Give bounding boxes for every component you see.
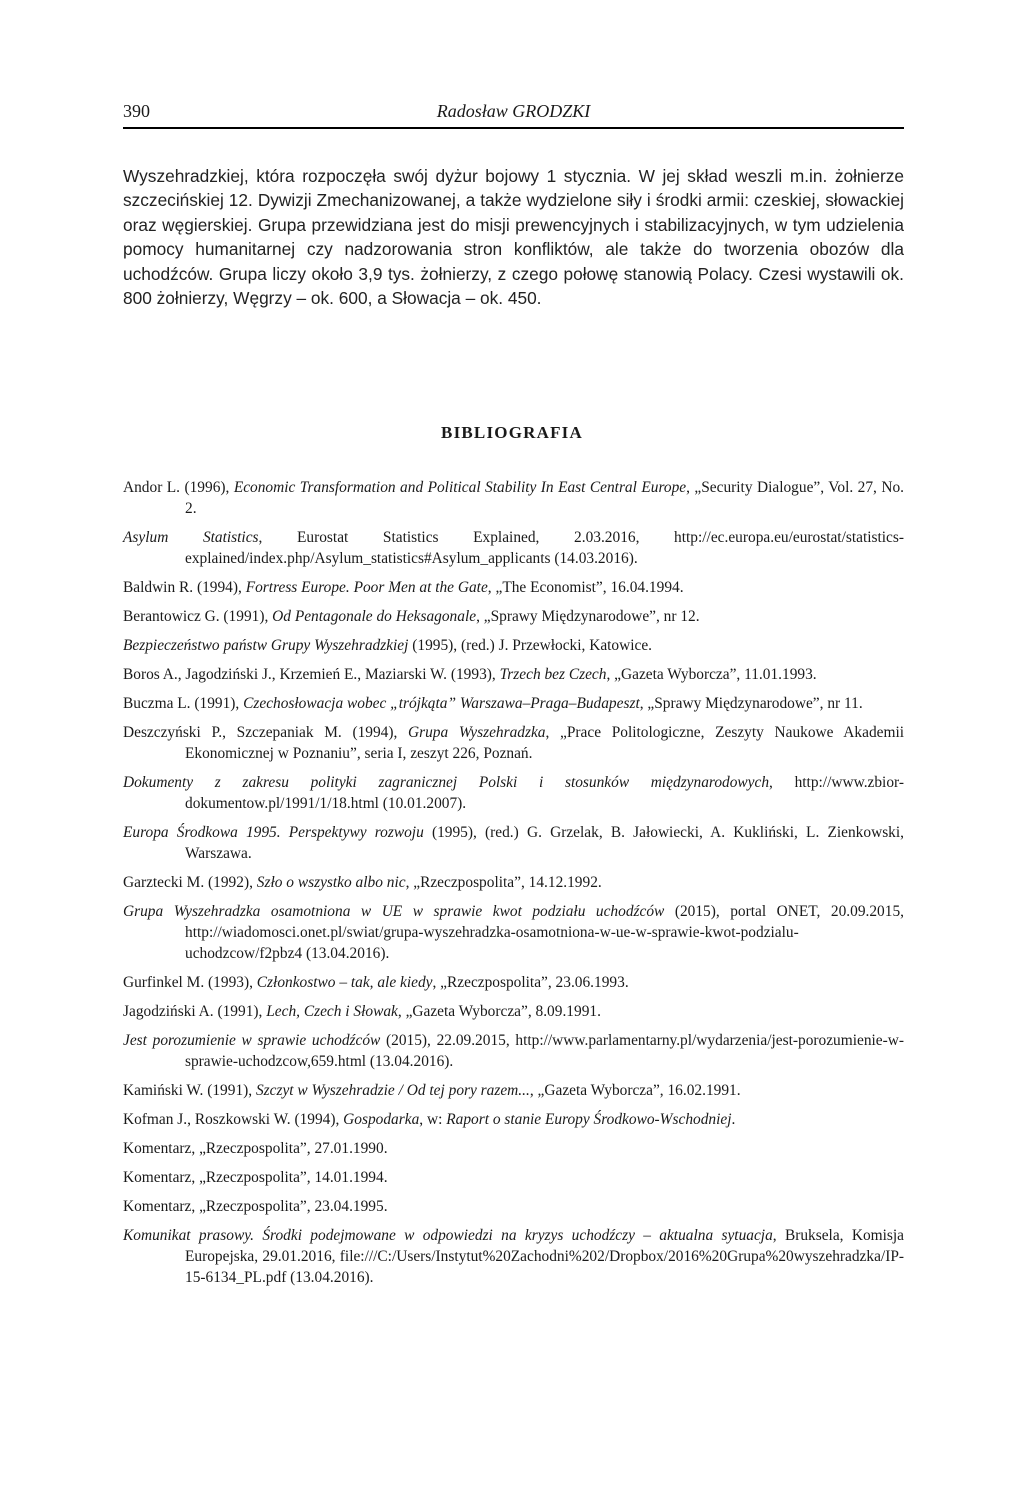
bibliography-entry: Berantowicz G. (1991), Od Pentagonale do Heksagonale, „Sprawy Międzynarodowe”, nr 12. [123, 608, 700, 625]
bibliography-entry: Gurfinkel M. (1993), Członkostwo – tak, ale kiedy, „Rzeczpospolita”, 23.06.1993. [123, 974, 629, 991]
bibliography-entry: Kofman J., Roszkowski W. (1994), Gospodarka, w: Raport o stanie Europy Środkowo-Wschodniej. [123, 1111, 736, 1128]
bibliography-entry: Asylum Statistics, Eurostat Statistics Explained, 2.03.2016, http://ec.europa.eu/eurostat/statistics-explained/index.php/Asylum_statistics#Asylum_applicants (14.03.2016). [123, 529, 904, 567]
bibliography-entry: Buczma L. (1991), Czechosłowacja wobec „trójkąta” Warszawa–Praga–Budapeszt, „Sprawy Międzynarodowe”, nr 11. [123, 695, 863, 712]
bibliography-entry: Grupa Wyszehradzka osamotniona w UE w sprawie kwot podziału uchodźców (2015), portal ONET, 20.09.2015, http://wiadomosci.onet.pl/swiat/grupa-wyszehradzka-osamotniona-w-ue-w-sprawie-kwot-podzialu-uchodzcow/f2pbz4 (13.04.2016). [123, 903, 904, 962]
bibliography-entry: Dokumenty z zakresu polityki zagranicznej Polski i stosunków międzynarodowych, http://www.zbior-dokumentow.pl/1991/1/18.html (10.01.2007). [123, 774, 904, 812]
page-header [123, 101, 904, 129]
bibliography-entry: Bezpieczeństwo państw Grupy Wyszehradzkiej (1995), (red.) J. Przewłocki, Katowice. [123, 637, 653, 654]
bibliography-entry: Komentarz, „Rzeczpospolita”, 27.01.1990. [123, 1140, 388, 1157]
page-number: 390 [123, 101, 150, 121]
bibliography-entry: Komentarz, „Rzeczpospolita”, 23.04.1995. [123, 1198, 388, 1215]
bibliography-entry: Komunikat prasowy. Środki podejmowane w odpowiedzi na kryzys uchodźczy – aktualna sytuacja, Bruksela, Komisja Europejska, 29.01.2016, file:///C:/Users/Instytut%20Zachodni%202/Dropbox/2016%20Grupa%20wyszehradzka/IP-15-6134_PL.pdf (13.04.2016). [123, 1227, 904, 1286]
body-paragraph: Wyszehradzkiej, która rozpoczęła swój dyżur bojowy 1 stycznia. W jej skład weszli m.in. żołnierze szczecińskiej 12. Dywizji Zmechanizowanej, a także wydzielone siły i środki armii: czeskiej, słowackiej oraz węgierskiej. Grupa przewidziana jest do misji prewencyjnych i stabilizacyjnych, w tym udzielenia pomocy humanitarnej czy nadzorowania stron konfliktów, ale także do tworzenia obozów dla uchodźców. Grupa liczy około 3,9 tys. żołnierzy, z czego połowę stanowią Polacy. Czesi wystawili ok. 800 żołnierzy, Węgrzy – ok. 600, a Słowacja – ok. 450. [123, 166, 904, 309]
bibliography-entry: Deszczyński P., Szczepaniak M. (1994), Grupa Wyszehradzka, „Prace Politologiczne, Zeszyty Naukowe Akademii Ekonomicznej w Poznaniu”, seria I, zeszyt 226, Poznań. [123, 724, 904, 762]
bibliography-title: BIBLIOGRAFIA [441, 423, 583, 442]
bibliography-entry: Jest porozumienie w sprawie uchodźców (2015), 22.09.2015, http://www.parlamentarny.pl/wydarzenia/jest-porozumienie-w-sprawie-uchodzcow,659.html (13.04.2016). [123, 1032, 904, 1070]
bibliography-entry: Europa Środkowa 1995. Perspektywy rozwoju (1995), (red.) G. Grzelak, B. Jałowiecki, A. Kukliński, L. Zienkowski, Warszawa. [123, 824, 904, 862]
bibliography-entry: Kamiński W. (1991), Szczyt w Wyszehradzie / Od tej pory razem..., „Gazeta Wyborcza”, 16.02.1991. [123, 1082, 741, 1099]
bibliography-entry: Jagodziński A. (1991), Lech, Czech i Słowak, „Gazeta Wyborcza”, 8.09.1991. [123, 1003, 601, 1020]
bibliography-entry: Komentarz, „Rzeczpospolita”, 14.01.1994. [123, 1169, 388, 1186]
bibliography-entry: Garztecki M. (1992), Szło o wszystko albo nic, „Rzeczpospolita”, 14.12.1992. [123, 874, 602, 891]
running-head: Radosław GRODZKI [436, 101, 591, 121]
bibliography-list [123, 477, 904, 1296]
bibliography-entry: Boros A., Jagodziński J., Krzemień E., Maziarski W. (1993), Trzech bez Czech, „Gazeta Wyborcza”, 11.01.1993. [123, 666, 817, 683]
bibliography-entry: Baldwin R. (1994), Fortress Europe. Poor Men at the Gate, „The Economist”, 16.04.1994. [123, 579, 684, 596]
bibliography-entry: Andor L. (1996), Economic Transformation and Political Stability In East Central Europe, „Security Dialogue”, Vol. 27, No. 2. [123, 479, 904, 517]
